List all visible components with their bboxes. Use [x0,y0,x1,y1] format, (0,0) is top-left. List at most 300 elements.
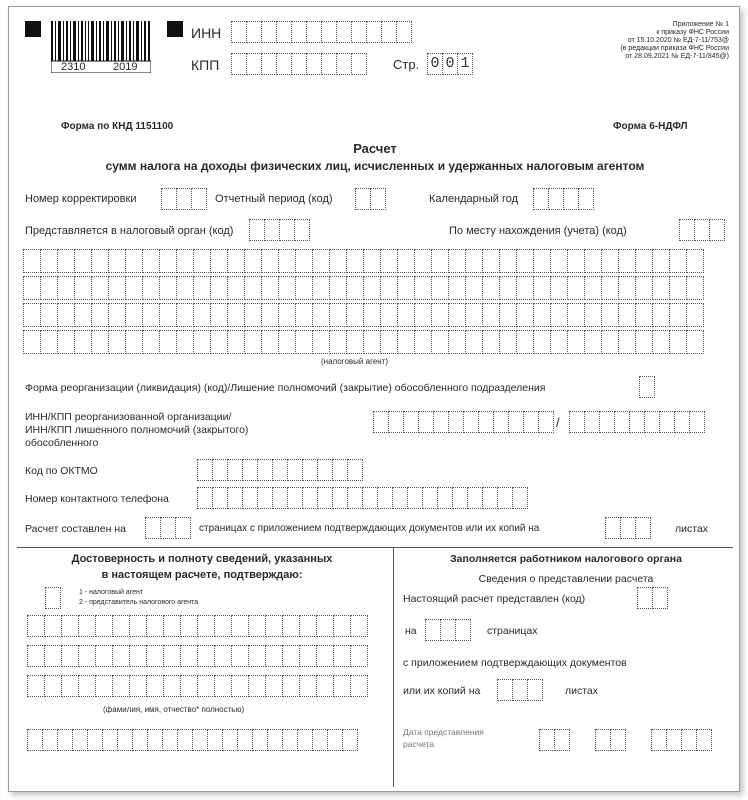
grid-cell[interactable] [567,249,585,273]
reporting-period-field[interactable] [355,188,385,210]
grid-cell[interactable] [618,276,636,300]
grid-cell[interactable] [482,276,500,300]
grid-cell[interactable] [316,675,334,697]
grid-cell[interactable] [346,249,364,273]
grid-cell[interactable] [176,276,194,300]
appendix-line: (в редакции приказа ФНС России [620,45,729,52]
grid-cell[interactable] [112,675,130,697]
sheets-label: листах [675,523,709,535]
grid-cell[interactable] [533,330,551,354]
grid-cell[interactable] [108,276,126,300]
grid-cell[interactable] [533,276,551,300]
grid-cell[interactable] [278,276,296,300]
grid-cell[interactable] [112,645,130,667]
form-sheet [8,6,740,792]
grid-cell[interactable] [669,303,687,327]
registration-mark-left [25,21,41,37]
appendix-line: от 28.09.2021 № ЕД-7-11/845@) [625,53,729,60]
grid-cell[interactable] [244,249,262,273]
grid-cell[interactable] [210,303,228,327]
grid-cell[interactable] [567,330,585,354]
grid-cell[interactable] [431,303,449,327]
oktmo-field[interactable] [197,459,362,481]
grid-row[interactable] [27,675,367,697]
grid-cell[interactable] [163,675,181,697]
grid-cell[interactable] [397,249,415,273]
grid-cell[interactable] [40,303,58,327]
grid-cell[interactable] [142,330,160,354]
grid-cell[interactable] [414,249,432,273]
grid-cell[interactable] [210,330,228,354]
grid-cell[interactable] [550,330,568,354]
grid-cell[interactable] [261,276,279,300]
grid-cell[interactable] [125,276,143,300]
grid-cell[interactable] [329,249,347,273]
grid-cell[interactable] [78,645,96,667]
grid-cell[interactable] [142,249,160,273]
grid-cell[interactable] [261,303,279,327]
grid-cell[interactable] [652,276,670,300]
grid-cell[interactable] [125,303,143,327]
grid-cell[interactable] [635,276,653,300]
grid-cell[interactable] [44,675,62,697]
grid-cell[interactable] [295,303,313,327]
grid-cell[interactable] [278,249,296,273]
grid-cell[interactable] [282,675,300,697]
grid-cell[interactable] [282,615,300,637]
grid-cell[interactable] [346,276,364,300]
submission-info-heading: Сведения о представлении расчета [478,573,654,585]
grid-cell[interactable] [176,303,194,327]
grid-cell[interactable] [61,675,79,697]
with-docs-label: с приложением подтверждающих документов [403,657,627,669]
grid-cell[interactable] [652,249,670,273]
grid-cell[interactable] [652,330,670,354]
grid-cell[interactable] [516,330,534,354]
grid-cell[interactable] [180,675,198,697]
grid-cell[interactable] [163,645,181,667]
tax-authority-label: Представляется в налоговый орган (код) [25,225,234,237]
grid-cell[interactable] [380,276,398,300]
grid-cell[interactable] [248,675,266,697]
grid-cell[interactable] [146,675,164,697]
grid-cell[interactable] [248,645,266,667]
grid-cell[interactable] [159,276,177,300]
appendix-line: к приказу ФНС России [656,29,729,36]
grid-cell[interactable] [363,303,381,327]
column-divider [393,547,394,787]
date-label-1: Дата представления [403,727,484,737]
grid-cell[interactable] [329,330,347,354]
grid-cell[interactable] [584,303,602,327]
grid-cell[interactable] [584,330,602,354]
grid-cell[interactable] [533,249,551,273]
tax-agent-caption: (налоговый агент) [321,357,389,366]
grid-cell[interactable] [197,645,215,667]
pages-label: страницах [487,625,538,637]
grid-cell[interactable] [448,303,466,327]
grid-cell[interactable] [193,276,211,300]
reorganization-field[interactable] [639,376,654,398]
grid-cell[interactable] [329,303,347,327]
grid-cell[interactable] [465,276,483,300]
grid-cell[interactable] [231,615,249,637]
grid-cell[interactable] [74,276,92,300]
grid-cell[interactable] [180,645,198,667]
grid-cell[interactable] [465,249,483,273]
grid-cell[interactable] [431,276,449,300]
correction-number-field[interactable] [161,188,206,210]
grid-cell[interactable] [669,276,687,300]
grid-cell[interactable] [550,276,568,300]
grid-cell[interactable] [40,249,58,273]
grid-cell[interactable] [129,615,147,637]
grid-cell[interactable] [448,276,466,300]
grid-cell[interactable] [129,675,147,697]
form-knd-code: Форма по КНД 1151100 [61,121,174,132]
submitted-code-field[interactable] [637,587,667,609]
grid-cell[interactable] [231,675,249,697]
grid-cell[interactable] [227,276,245,300]
grid-cell[interactable] [146,645,164,667]
grid-cell[interactable] [108,330,126,354]
barcode-number-left: 2310 [61,61,86,73]
grid-cell[interactable] [261,249,279,273]
calendar-year-label: Календарный год [429,193,519,205]
grid-cell[interactable] [61,645,79,667]
grid-cell[interactable] [44,645,62,667]
inn-kpp-reorg-label-3: обособленного [25,437,99,449]
reorg-inn-field[interactable] [373,411,553,433]
grid-cell[interactable] [265,615,283,637]
tax-office-heading: Заполняется работником налогового органа [450,553,682,565]
grid-cell[interactable] [193,249,211,273]
office-sheets-label: листах [565,685,599,697]
grid-cell[interactable] [295,330,313,354]
confirmation-heading-2: в настоящем расчете, подтверждаю: [101,569,303,581]
grid-cell[interactable] [214,675,232,697]
grid-cell[interactable] [108,303,126,327]
submission-day-field[interactable] [539,729,569,751]
grid-cell[interactable] [159,249,177,273]
grid-cell[interactable] [601,276,619,300]
grid-cell[interactable] [61,615,79,637]
or-copies-label: или их копий на [403,685,481,697]
grid-row[interactable] [23,303,703,327]
grid-cell[interactable] [316,615,334,637]
grid-cell[interactable] [499,303,517,327]
grid-cell[interactable] [27,615,45,637]
inn-label: ИНН [191,25,222,41]
grid-cell[interactable] [193,303,211,327]
grid-cell[interactable] [448,249,466,273]
grid-cell[interactable] [350,645,368,667]
grid-cell[interactable] [333,675,351,697]
grid-cell[interactable] [227,303,245,327]
grid-cell[interactable] [180,615,198,637]
reorg-kpp-field[interactable] [569,411,704,433]
calendar-year-field[interactable] [533,188,593,210]
composed-sheets-field[interactable] [605,517,650,539]
grid-cell[interactable] [299,615,317,637]
grid-cell[interactable] [265,645,283,667]
composed-pages-field[interactable] [145,517,190,539]
grid-cell[interactable] [618,303,636,327]
grid-cell[interactable] [482,249,500,273]
grid-cell[interactable] [669,330,687,354]
grid-cell[interactable] [316,645,334,667]
confirmation-heading-1: Достоверность и полноту сведений, указанных [71,553,333,565]
grid-cell[interactable] [448,330,466,354]
grid-cell[interactable] [278,330,296,354]
grid-cell[interactable] [197,675,215,697]
inn-kpp-reorg-label-1: ИНН/КПП реорганизованной организации/ [25,411,232,423]
grid-cell[interactable] [210,249,228,273]
grid-cell[interactable] [431,249,449,273]
grid-cell[interactable] [465,330,483,354]
grid-cell[interactable] [210,276,228,300]
inn-kpp-slash: / [556,415,560,430]
grid-cell[interactable] [499,276,517,300]
grid-cell[interactable] [333,615,351,637]
grid-cell[interactable] [550,303,568,327]
grid-cell[interactable] [23,330,41,354]
page-number-field[interactable] [427,53,472,75]
grid-cell[interactable] [516,276,534,300]
grid-cell[interactable] [57,330,75,354]
grid-cell[interactable] [414,303,432,327]
grid-cell[interactable] [669,249,687,273]
grid-cell[interactable] [91,303,109,327]
grid-row[interactable] [23,276,703,300]
grid-cell[interactable] [176,330,194,354]
grid-cell[interactable] [499,249,517,273]
appendix-line: Приложение № 1 [672,21,729,28]
grid-cell[interactable] [295,276,313,300]
grid-cell[interactable] [431,330,449,354]
grid-cell[interactable] [27,675,45,697]
grid-cell[interactable] [635,303,653,327]
grid-cell[interactable] [244,330,262,354]
grid-cell[interactable] [176,249,194,273]
submission-month-field[interactable] [595,729,625,751]
grid-cell[interactable] [380,303,398,327]
form-subtitle: сумм налога на доходы физических лиц, исчисленных и удержанных налоговым агентом [105,159,645,173]
grid-cell[interactable] [248,615,266,637]
grid-cell[interactable] [397,276,415,300]
grid-cell[interactable] [159,330,177,354]
grid-cell[interactable] [108,249,126,273]
grid-cell[interactable] [465,303,483,327]
page-digit: 1 [457,53,473,75]
grid-cell[interactable] [74,303,92,327]
grid-cell[interactable] [78,675,96,697]
grid-cell[interactable] [635,249,653,273]
grid-cell[interactable] [74,249,92,273]
grid-cell[interactable] [214,645,232,667]
grid-cell[interactable] [40,276,58,300]
phone-label: Номер контактного телефона [25,493,169,505]
grid-cell[interactable] [618,330,636,354]
office-pages-field[interactable] [425,619,470,641]
grid-cell[interactable] [278,303,296,327]
grid-row[interactable] [23,249,703,273]
grid-cell[interactable] [142,303,160,327]
section-divider [17,547,733,548]
grid-cell[interactable] [193,330,211,354]
registration-mark-right [167,21,183,37]
grid-cell[interactable] [499,330,517,354]
grid-cell[interactable] [312,276,330,300]
grid-cell[interactable] [23,276,41,300]
grid-cell[interactable] [244,276,262,300]
grid-cell[interactable] [601,249,619,273]
kpp-label: КПП [191,57,220,73]
grid-cell[interactable] [74,330,92,354]
composed-on-label: Расчет составлен на [25,523,126,535]
oktmo-label: Код по ОКТМО [25,465,98,477]
grid-cell[interactable] [686,303,704,327]
grid-cell[interactable] [227,249,245,273]
grid-cell[interactable] [482,303,500,327]
grid-cell[interactable] [146,615,164,637]
appendix-line: от 15.10.2020 № ЕД-7-11/753@ [627,37,729,44]
form-title: Расчет [353,141,397,156]
grid-cell[interactable] [329,276,347,300]
grid-cell[interactable] [57,249,75,273]
grid-cell[interactable] [414,276,432,300]
pages-with-docs-label: страницах с приложением подтверждающих документов или их копий на [199,523,540,534]
grid-cell[interactable] [23,249,41,273]
grid-cell[interactable] [282,645,300,667]
grid-cell[interactable] [652,303,670,327]
grid-cell[interactable] [112,615,130,637]
grid-cell[interactable] [142,276,160,300]
grid-cell[interactable] [129,645,147,667]
grid-cell[interactable] [57,276,75,300]
inn-field[interactable] [231,21,411,43]
grid-cell[interactable] [550,249,568,273]
grid-cell[interactable] [299,645,317,667]
grid-cell[interactable] [163,615,181,637]
grid-cell[interactable] [601,303,619,327]
grid-cell[interactable] [397,330,415,354]
grid-cell[interactable] [244,303,262,327]
grid-cell[interactable] [363,276,381,300]
grid-row[interactable] [23,330,703,354]
fio-caption: (фамилия, имя, отчество* полностью) [103,705,245,714]
grid-cell[interactable] [363,330,381,354]
grid-cell[interactable] [125,330,143,354]
grid-cell[interactable] [159,303,177,327]
submitted-code-label: Настоящий расчет представлен (код) [403,593,586,605]
grid-cell[interactable] [295,249,313,273]
grid-cell[interactable] [27,645,45,667]
grid-cell[interactable] [584,249,602,273]
page-digit: 0 [442,53,458,75]
grid-cell[interactable] [350,675,368,697]
date-label-2: расчета [403,739,435,749]
grid-cell[interactable] [686,249,704,273]
grid-cell[interactable] [414,330,432,354]
grid-cell[interactable] [516,249,534,273]
grid-cell[interactable] [91,249,109,273]
grid-cell[interactable] [214,615,232,637]
grid-cell[interactable] [95,645,113,667]
grid-cell[interactable] [312,330,330,354]
grid-cell[interactable] [363,249,381,273]
signer-option-2: 2 - представитель налогового агента [79,599,199,606]
grid-cell[interactable] [312,249,330,273]
grid-cell[interactable] [197,615,215,637]
submission-year-field[interactable] [651,729,711,751]
grid-cell[interactable] [265,675,283,697]
inn-kpp-reorg-label-2: ИНН/КПП лишенного полномочий (закрытого) [25,424,249,436]
grid-cell[interactable] [601,330,619,354]
grid-cell[interactable] [95,675,113,697]
grid-cell[interactable] [40,330,58,354]
form-name: Форма 6-НДФЛ [613,121,688,132]
phone-field[interactable] [197,487,527,509]
grid-cell[interactable] [346,303,364,327]
appendix-note [569,21,729,61]
grid-cell[interactable] [299,675,317,697]
grid-cell[interactable] [57,303,75,327]
grid-cell[interactable] [231,645,249,667]
grid-cell[interactable] [635,330,653,354]
signer-type-field[interactable] [45,587,60,609]
grid-cell[interactable] [584,276,602,300]
office-sheets-field[interactable] [497,679,542,701]
grid-cell[interactable] [686,330,704,354]
grid-cell[interactable] [380,249,398,273]
grid-cell[interactable] [125,249,143,273]
grid-row[interactable] [27,615,367,637]
grid-cell[interactable] [333,645,351,667]
grid-cell[interactable] [44,615,62,637]
grid-cell[interactable] [567,276,585,300]
signature-date-field[interactable] [27,729,357,751]
signer-option-1: 1 - налоговый агент [79,589,144,596]
grid-cell[interactable] [482,330,500,354]
grid-cell[interactable] [567,303,585,327]
barcode-number-right: 2019 [113,61,138,73]
grid-cell[interactable] [78,615,96,637]
location-code-label: По месту нахождения (учета) (код) [449,225,627,237]
grid-cell[interactable] [346,330,364,354]
grid-cell[interactable] [95,615,113,637]
grid-cell[interactable] [312,303,330,327]
grid-cell[interactable] [516,303,534,327]
grid-cell[interactable] [350,615,368,637]
grid-cell[interactable] [533,303,551,327]
grid-cell[interactable] [227,330,245,354]
on-label: на [405,625,417,637]
tax-authority-field[interactable] [249,219,309,241]
grid-cell[interactable] [397,303,415,327]
location-code-field[interactable] [679,219,724,241]
page-label: Стр. [393,57,420,72]
grid-cell[interactable] [380,330,398,354]
grid-cell[interactable] [91,276,109,300]
kpp-field[interactable] [231,53,366,75]
grid-cell[interactable] [618,249,636,273]
grid-row[interactable] [27,645,367,667]
grid-cell[interactable] [686,276,704,300]
grid-cell[interactable] [91,330,109,354]
grid-cell[interactable] [23,303,41,327]
grid-cell[interactable] [261,330,279,354]
